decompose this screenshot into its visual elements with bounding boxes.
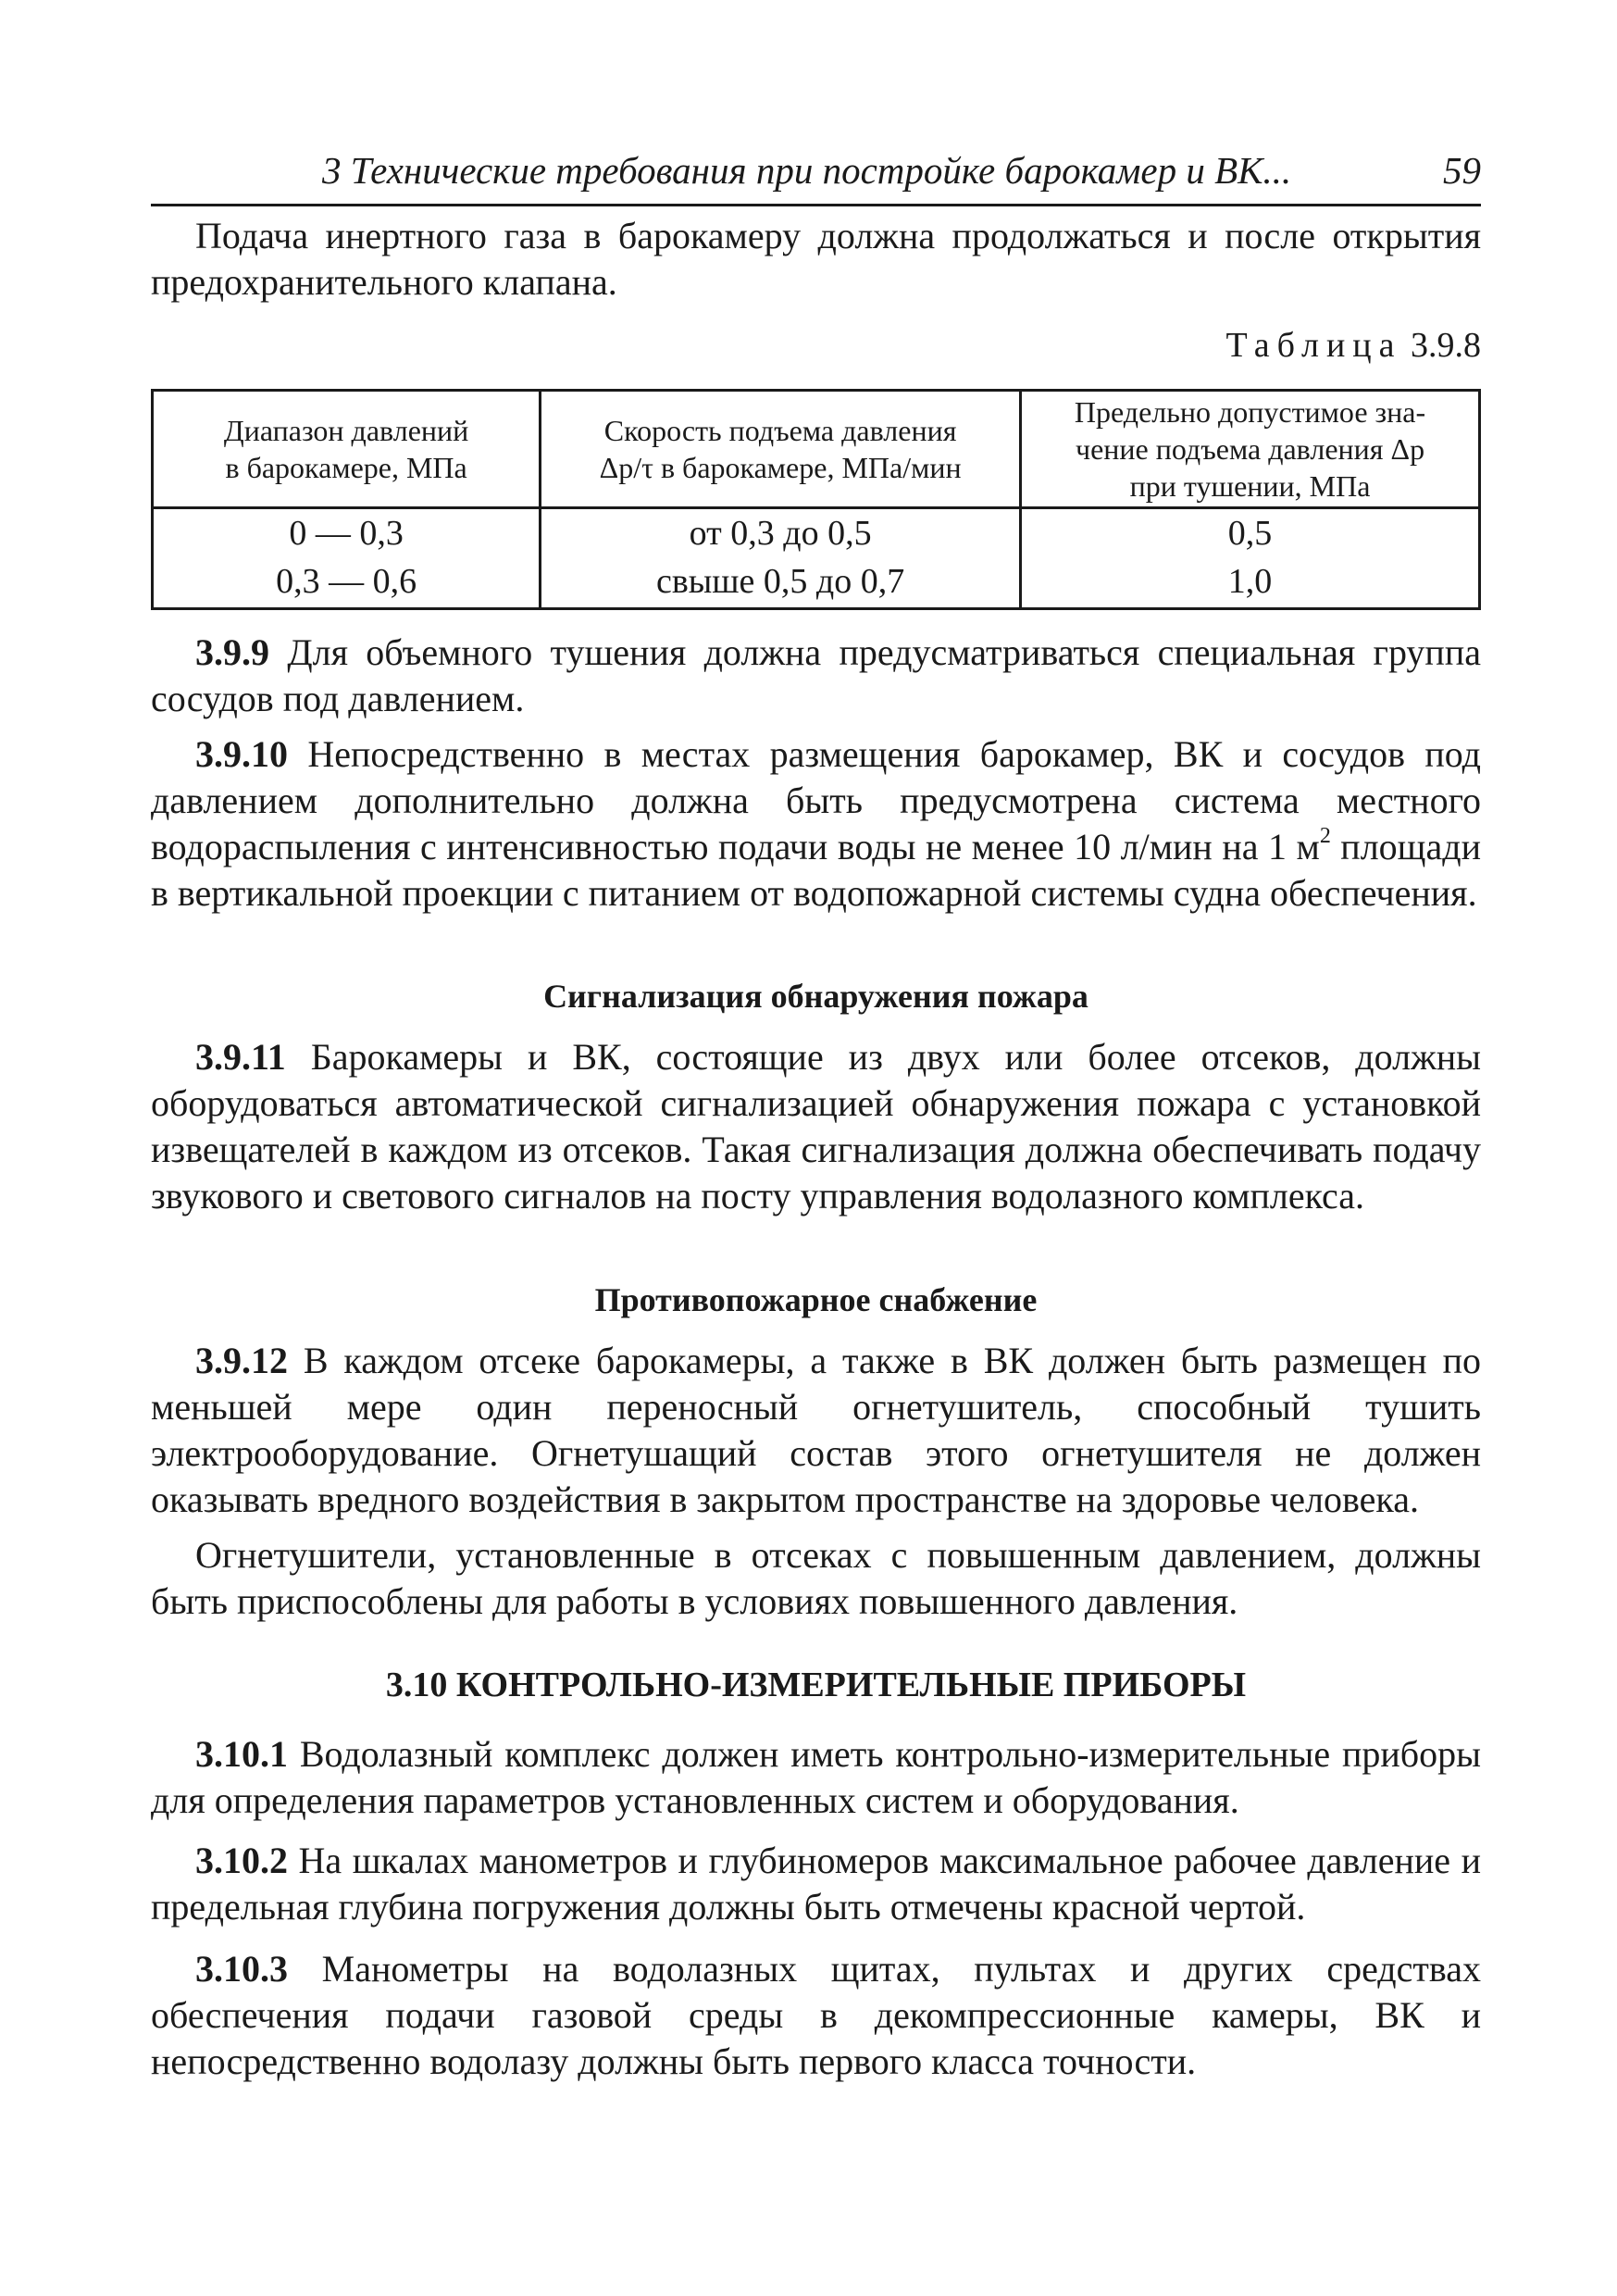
paragraph-3-10-2	[151, 1838, 1481, 1930]
subheading-fire-supply: Противопожарное снабжение	[594, 1281, 1038, 1318]
header-text: в барокамере, МПа	[225, 451, 467, 484]
table-caption	[1225, 324, 1481, 367]
table-row	[153, 508, 1480, 609]
paragraph-number: 3.9.12	[195, 1340, 288, 1381]
cell-text: 0,3 — 0,6	[276, 562, 417, 601]
intro-paragraph	[151, 213, 1481, 306]
paragraph-text: Для объемного тушения должна предусматриваться специальная группа сосудов под давлением.	[151, 631, 1482, 719]
paragraph-3-10-3	[151, 1946, 1481, 2085]
superscript: 2	[1319, 824, 1331, 848]
section-heading-3-10: 3.10 КОНТРОЛЬНО-ИЗМЕРИТЕЛЬНЫЕ ПРИБОРЫ	[385, 1666, 1247, 1704]
table-cell-rate	[541, 508, 1021, 609]
header-text: Δp/τ в барокамере, МПа/мин	[599, 451, 962, 484]
table-cell-max	[1021, 508, 1480, 609]
table-caption-number: 3.9.8	[1411, 326, 1481, 365]
table-caption-label: Таблица	[1225, 326, 1402, 365]
paragraph-number: 3.9.10	[195, 733, 288, 775]
page-number: 59	[1443, 149, 1481, 192]
paragraph-3-9-11	[151, 1034, 1481, 1219]
paragraph-text: В каждом отсеке барокамеры, а также в ВК должен быть размещен по меньшей мере один переносный огнетушитель, способный тушить электрооборудование. Огнетушащий состав этого огнетушителя не должен оказывать вредного воздействия в закрытом пространстве на здоровье человека.	[151, 1340, 1481, 1520]
table-cell-range	[153, 508, 541, 609]
paragraph-number: 3.10.2	[195, 1840, 288, 1881]
paragraph-3-9-10	[151, 731, 1481, 917]
cell-text: 0 — 0,3	[289, 514, 404, 553]
header-pressure-range	[153, 391, 541, 508]
paragraph-3-9-12	[151, 1338, 1481, 1523]
paragraph-3-9-9	[151, 630, 1481, 722]
paragraph-number: 3.9.11	[195, 1036, 286, 1078]
header-text: Скорость подъема давления	[603, 414, 957, 447]
paragraph-text: Водолазный комплекс должен иметь контрольно-измерительные приборы для определения параметров установленных систем и оборудования.	[151, 1733, 1482, 1821]
paragraph-text: Барокамеры и ВК, состоящие из двух или более отсеков, должны оборудоваться автоматической сигнализацией обнаружения пожара с установкой извещателей в каждом из отсеков. Такая сигнализация должна обеспечивать подачу звукового и светового сигналов на посту управления водолазного комплекса.	[151, 1036, 1482, 1217]
paragraph-3-10-1	[151, 1731, 1481, 1824]
paragraph-number: 3.9.9	[195, 631, 269, 673]
header-rise-rate	[541, 391, 1021, 508]
cell-text: от 0,3 до 0,5	[689, 514, 872, 553]
paragraph-number: 3.10.3	[195, 1948, 288, 1990]
paragraph-number: 3.10.1	[195, 1733, 288, 1775]
table-header-row	[153, 391, 1480, 508]
cell-text: 0,5	[1227, 514, 1273, 553]
paragraph-text: Огнетушители, установленные в отсеках с повышенным давлением, должны быть приспособлены для работы в условиях повышенного давления.	[151, 1534, 1481, 1622]
pressure-table	[151, 389, 1481, 610]
running-header-title: 3 Технические требования при постройке барокамер и ВК...	[322, 149, 1292, 192]
cell-text: 1,0	[1227, 562, 1273, 601]
header-text: чение подъема давления Δp	[1075, 432, 1425, 466]
header-text: Диапазон давлений	[223, 414, 469, 447]
paragraph-text: Непосредственно в местах размещения барокамер, ВК и сосудов под давлением дополнительно должна быть предусмотрена система местного водораспыления с интенсивностью подачи воды не менее 10 л/мин на 1 м	[151, 733, 1481, 867]
header-text: Предельно допустимое зна-	[1074, 395, 1426, 429]
header-text: при тушении, МПа	[1129, 469, 1371, 503]
cell-text: свыше 0,5 до 0,7	[655, 562, 905, 601]
paragraph-text: На шкалах манометров и глубиномеров максимальное рабочее давление и предельная глубина погружения должны быть отмечены красной чертой.	[151, 1840, 1481, 1928]
header-max-rise	[1021, 391, 1480, 508]
running-header	[151, 148, 1481, 206]
subheading-fire-detection: Сигнализация обнаружения пожара	[543, 978, 1088, 1015]
paragraph-text-tail: площади в вертикальной проекции с питанием от водопожарной системы судна обеспечения.	[151, 826, 1481, 914]
paragraph-3-9-12-continued	[151, 1532, 1481, 1625]
paragraph-text: Манометры на водолазных щитах, пультах и других средствах обеспечения подачи газовой среды в декомпрессионные камеры, ВК и непосредственно водолазу должны быть первого класса точности.	[151, 1948, 1482, 2082]
intro-text: Подача инертного газа в барокамеру должна продолжаться и после открытия предохранительного клапана.	[151, 215, 1481, 303]
